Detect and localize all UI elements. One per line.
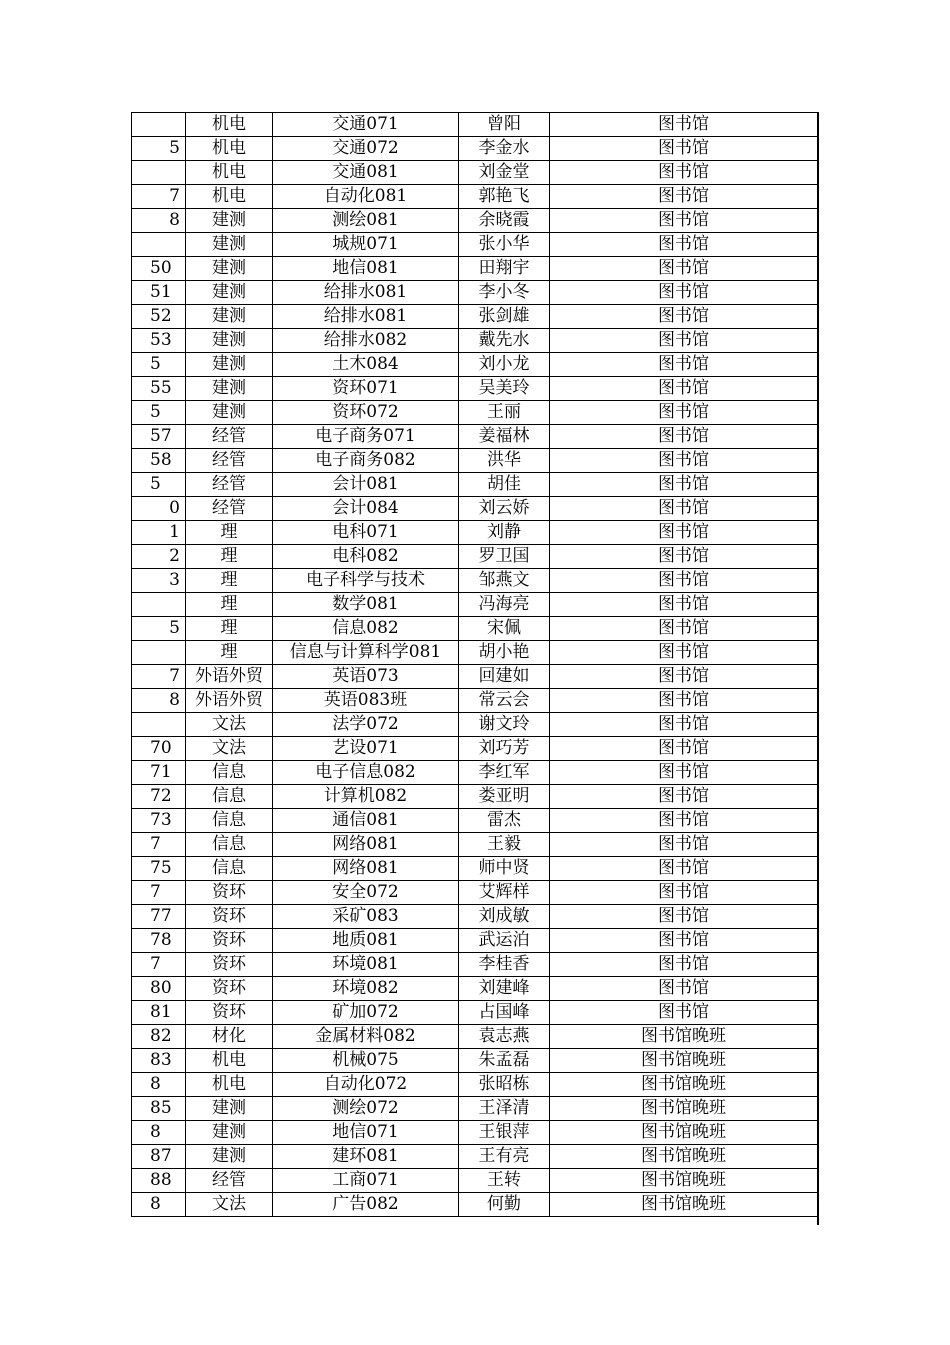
table-row xyxy=(132,1121,818,1145)
class-cell: 广告082 xyxy=(273,1193,459,1217)
department-cell: 建测 xyxy=(186,401,273,425)
student-name-cell: 雷杰 xyxy=(459,809,550,833)
student-name-cell: 朱孟磊 xyxy=(459,1049,550,1073)
class-cell: 网络081 xyxy=(273,857,459,881)
location-cell: 图书馆晚班 xyxy=(550,1145,818,1169)
department-cell: 资环 xyxy=(186,953,273,977)
student-name-cell: 刘静 xyxy=(459,521,550,545)
department-cell: 外语外贸 xyxy=(186,665,273,689)
row-number-cell: 8 xyxy=(132,1121,186,1145)
class-cell: 城规071 xyxy=(273,233,459,257)
student-name-cell: 刘成敏 xyxy=(459,905,550,929)
student-name-cell: 常云会 xyxy=(459,689,550,713)
table-row xyxy=(132,833,818,857)
location-cell: 图书馆晚班 xyxy=(550,1121,818,1145)
location-cell: 图书馆 xyxy=(550,473,818,497)
department-cell: 机电 xyxy=(186,113,273,137)
location-cell: 图书馆 xyxy=(550,641,818,665)
class-cell: 工商071 xyxy=(273,1169,459,1193)
row-number-cell: 80 xyxy=(132,977,186,1001)
row-number-cell: 7 xyxy=(132,665,186,689)
class-cell: 给排水082 xyxy=(273,329,459,353)
class-cell: 电子商务071 xyxy=(273,425,459,449)
location-cell: 图书馆 xyxy=(550,113,818,137)
location-cell: 图书馆 xyxy=(550,593,818,617)
department-cell: 文法 xyxy=(186,1193,273,1217)
class-cell: 土木084 xyxy=(273,353,459,377)
location-cell: 图书馆 xyxy=(550,761,818,785)
student-name-cell: 姜福林 xyxy=(459,425,550,449)
location-cell: 图书馆晚班 xyxy=(550,1073,818,1097)
student-name-cell: 王毅 xyxy=(459,833,550,857)
table-row xyxy=(132,881,818,905)
location-cell: 图书馆 xyxy=(550,545,818,569)
student-name-cell: 谢文玲 xyxy=(459,713,550,737)
class-cell: 安全072 xyxy=(273,881,459,905)
table-row xyxy=(132,281,818,305)
department-cell: 资环 xyxy=(186,977,273,1001)
department-cell: 文法 xyxy=(186,737,273,761)
student-name-cell: 何勤 xyxy=(459,1193,550,1217)
row-number-cell: 0 xyxy=(132,497,186,521)
row-number-cell xyxy=(132,113,186,137)
table-row xyxy=(132,545,818,569)
table-row xyxy=(132,329,818,353)
row-number-cell: 5 xyxy=(132,401,186,425)
row-number-cell xyxy=(132,713,186,737)
row-number-cell: 81 xyxy=(132,1001,186,1025)
department-cell: 文法 xyxy=(186,713,273,737)
row-number-cell xyxy=(132,593,186,617)
location-cell: 图书馆 xyxy=(550,737,818,761)
class-cell: 自动化072 xyxy=(273,1073,459,1097)
student-name-cell: 王有亮 xyxy=(459,1145,550,1169)
department-cell: 外语外贸 xyxy=(186,689,273,713)
department-cell: 信息 xyxy=(186,857,273,881)
row-number-cell: 8 xyxy=(132,209,186,233)
row-number-cell: 77 xyxy=(132,905,186,929)
table-row xyxy=(132,113,818,137)
location-cell: 图书馆 xyxy=(550,569,818,593)
table-row xyxy=(132,1169,818,1193)
location-cell: 图书馆 xyxy=(550,161,818,185)
department-cell: 机电 xyxy=(186,161,273,185)
class-cell: 网络081 xyxy=(273,833,459,857)
student-name-cell: 吴美玲 xyxy=(459,377,550,401)
table-row xyxy=(132,929,818,953)
roster-table xyxy=(131,112,818,1217)
table-row xyxy=(132,785,818,809)
roster-table-body xyxy=(132,113,818,1217)
location-cell: 图书馆晚班 xyxy=(550,1097,818,1121)
class-cell: 矿加072 xyxy=(273,1001,459,1025)
table-row xyxy=(132,1025,818,1049)
table-row xyxy=(132,809,818,833)
location-cell: 图书馆 xyxy=(550,353,818,377)
location-cell: 图书馆晚班 xyxy=(550,1049,818,1073)
class-cell: 电子科学与技术 xyxy=(273,569,459,593)
class-cell: 英语073 xyxy=(273,665,459,689)
student-name-cell: 曾阳 xyxy=(459,113,550,137)
student-name-cell: 袁志燕 xyxy=(459,1025,550,1049)
class-cell: 测绘081 xyxy=(273,209,459,233)
table-row xyxy=(132,713,818,737)
student-name-cell: 占国峰 xyxy=(459,1001,550,1025)
row-number-cell xyxy=(132,161,186,185)
table-row xyxy=(132,233,818,257)
row-number-cell: 7 xyxy=(132,185,186,209)
table-row xyxy=(132,953,818,977)
department-cell: 信息 xyxy=(186,785,273,809)
row-number-cell: 88 xyxy=(132,1169,186,1193)
student-name-cell: 冯海亮 xyxy=(459,593,550,617)
class-cell: 交通081 xyxy=(273,161,459,185)
table-row xyxy=(132,1001,818,1025)
table-row xyxy=(132,305,818,329)
table-row xyxy=(132,665,818,689)
department-cell: 材化 xyxy=(186,1025,273,1049)
department-cell: 经管 xyxy=(186,497,273,521)
row-number-cell: 8 xyxy=(132,1073,186,1097)
row-number-cell: 2 xyxy=(132,545,186,569)
location-cell: 图书馆 xyxy=(550,665,818,689)
student-name-cell: 师中贤 xyxy=(459,857,550,881)
location-cell: 图书馆晚班 xyxy=(550,1025,818,1049)
row-number-cell: 85 xyxy=(132,1097,186,1121)
location-cell: 图书馆 xyxy=(550,809,818,833)
class-cell: 数学081 xyxy=(273,593,459,617)
student-name-cell: 洪华 xyxy=(459,449,550,473)
table-row xyxy=(132,857,818,881)
student-name-cell: 刘巧芳 xyxy=(459,737,550,761)
student-name-cell: 田翔宇 xyxy=(459,257,550,281)
row-number-cell: 5 xyxy=(132,353,186,377)
student-name-cell: 刘云娇 xyxy=(459,497,550,521)
location-cell: 图书馆 xyxy=(550,953,818,977)
student-name-cell: 张剑雄 xyxy=(459,305,550,329)
row-number-cell: 52 xyxy=(132,305,186,329)
department-cell: 资环 xyxy=(186,881,273,905)
class-cell: 采矿083 xyxy=(273,905,459,929)
table-row xyxy=(132,137,818,161)
table-row xyxy=(132,473,818,497)
department-cell: 信息 xyxy=(186,809,273,833)
department-cell: 资环 xyxy=(186,929,273,953)
student-name-cell: 李桂香 xyxy=(459,953,550,977)
location-cell: 图书馆 xyxy=(550,857,818,881)
table-row xyxy=(132,1097,818,1121)
class-cell: 金属材料082 xyxy=(273,1025,459,1049)
class-cell: 电科071 xyxy=(273,521,459,545)
row-number-cell: 71 xyxy=(132,761,186,785)
class-cell: 地质081 xyxy=(273,929,459,953)
class-cell: 艺设071 xyxy=(273,737,459,761)
student-name-cell: 李金水 xyxy=(459,137,550,161)
student-name-cell: 李小冬 xyxy=(459,281,550,305)
location-cell: 图书馆 xyxy=(550,209,818,233)
table-row xyxy=(132,425,818,449)
location-cell: 图书馆 xyxy=(550,689,818,713)
table-row xyxy=(132,977,818,1001)
department-cell: 信息 xyxy=(186,833,273,857)
location-cell: 图书馆 xyxy=(550,833,818,857)
table-row xyxy=(132,1073,818,1097)
table-row xyxy=(132,1049,818,1073)
roster-table-wrapper xyxy=(131,112,818,1217)
department-cell: 建测 xyxy=(186,1121,273,1145)
student-name-cell: 戴先水 xyxy=(459,329,550,353)
class-cell: 电科082 xyxy=(273,545,459,569)
student-name-cell: 张昭栋 xyxy=(459,1073,550,1097)
location-cell: 图书馆 xyxy=(550,377,818,401)
student-name-cell: 罗卫国 xyxy=(459,545,550,569)
table-row xyxy=(132,449,818,473)
table-row xyxy=(132,185,818,209)
row-number-cell: 51 xyxy=(132,281,186,305)
row-number-cell: 50 xyxy=(132,257,186,281)
row-number-cell: 7 xyxy=(132,881,186,905)
table-row xyxy=(132,905,818,929)
table-row xyxy=(132,1145,818,1169)
row-number-cell xyxy=(132,233,186,257)
class-cell: 法学072 xyxy=(273,713,459,737)
class-cell: 英语083班 xyxy=(273,689,459,713)
table-row xyxy=(132,689,818,713)
department-cell: 信息 xyxy=(186,761,273,785)
location-cell: 图书馆 xyxy=(550,905,818,929)
location-cell: 图书馆 xyxy=(550,137,818,161)
department-cell: 建测 xyxy=(186,1145,273,1169)
department-cell: 建测 xyxy=(186,233,273,257)
student-name-cell: 王银萍 xyxy=(459,1121,550,1145)
student-name-cell: 刘建峰 xyxy=(459,977,550,1001)
department-cell: 理 xyxy=(186,545,273,569)
class-cell: 机械075 xyxy=(273,1049,459,1073)
row-number-cell: 78 xyxy=(132,929,186,953)
class-cell: 会计081 xyxy=(273,473,459,497)
student-name-cell: 宋佩 xyxy=(459,617,550,641)
location-cell: 图书馆 xyxy=(550,449,818,473)
row-number-cell: 5 xyxy=(132,137,186,161)
table-row xyxy=(132,161,818,185)
table-row xyxy=(132,593,818,617)
department-cell: 资环 xyxy=(186,1001,273,1025)
class-cell: 给排水081 xyxy=(273,281,459,305)
location-cell: 图书馆晚班 xyxy=(550,1169,818,1193)
row-number-cell: 8 xyxy=(132,689,186,713)
department-cell: 机电 xyxy=(186,1049,273,1073)
table-row xyxy=(132,401,818,425)
location-cell: 图书馆 xyxy=(550,785,818,809)
row-number-cell: 87 xyxy=(132,1145,186,1169)
department-cell: 经管 xyxy=(186,425,273,449)
class-cell: 资环071 xyxy=(273,377,459,401)
student-name-cell: 艾辉样 xyxy=(459,881,550,905)
student-name-cell: 刘小龙 xyxy=(459,353,550,377)
department-cell: 经管 xyxy=(186,473,273,497)
student-name-cell: 王丽 xyxy=(459,401,550,425)
department-cell: 理 xyxy=(186,569,273,593)
row-number-cell: 75 xyxy=(132,857,186,881)
department-cell: 建测 xyxy=(186,1097,273,1121)
class-cell: 交通072 xyxy=(273,137,459,161)
location-cell: 图书馆 xyxy=(550,617,818,641)
class-cell: 会计084 xyxy=(273,497,459,521)
student-name-cell: 邹燕文 xyxy=(459,569,550,593)
table-row xyxy=(132,521,818,545)
department-cell: 建测 xyxy=(186,257,273,281)
location-cell: 图书馆 xyxy=(550,329,818,353)
table-row xyxy=(132,641,818,665)
class-cell: 给排水081 xyxy=(273,305,459,329)
class-cell: 信息与计算科学081 xyxy=(273,641,459,665)
department-cell: 机电 xyxy=(186,1073,273,1097)
department-cell: 理 xyxy=(186,641,273,665)
student-name-cell: 王转 xyxy=(459,1169,550,1193)
class-cell: 建环081 xyxy=(273,1145,459,1169)
location-cell: 图书馆 xyxy=(550,185,818,209)
department-cell: 建测 xyxy=(186,353,273,377)
student-name-cell: 郭艳飞 xyxy=(459,185,550,209)
location-cell: 图书馆 xyxy=(550,929,818,953)
class-cell: 测绘072 xyxy=(273,1097,459,1121)
class-cell: 自动化081 xyxy=(273,185,459,209)
table-row xyxy=(132,497,818,521)
row-number-cell: 83 xyxy=(132,1049,186,1073)
student-name-cell: 娄亚明 xyxy=(459,785,550,809)
student-name-cell: 胡小艳 xyxy=(459,641,550,665)
department-cell: 资环 xyxy=(186,905,273,929)
table-row xyxy=(132,257,818,281)
location-cell: 图书馆 xyxy=(550,881,818,905)
location-cell: 图书馆 xyxy=(550,257,818,281)
class-cell: 地信071 xyxy=(273,1121,459,1145)
row-number-cell: 8 xyxy=(132,1193,186,1217)
row-number-cell: 53 xyxy=(132,329,186,353)
department-cell: 建测 xyxy=(186,329,273,353)
class-cell: 计算机082 xyxy=(273,785,459,809)
department-cell: 建测 xyxy=(186,281,273,305)
table-right-border xyxy=(817,112,819,1225)
table-row xyxy=(132,377,818,401)
row-number-cell: 70 xyxy=(132,737,186,761)
student-name-cell: 刘金堂 xyxy=(459,161,550,185)
location-cell: 图书馆 xyxy=(550,305,818,329)
class-cell: 资环072 xyxy=(273,401,459,425)
table-row xyxy=(132,761,818,785)
department-cell: 机电 xyxy=(186,185,273,209)
table-row xyxy=(132,737,818,761)
location-cell: 图书馆 xyxy=(550,713,818,737)
department-cell: 建测 xyxy=(186,377,273,401)
location-cell: 图书馆 xyxy=(550,521,818,545)
student-name-cell: 余晓霞 xyxy=(459,209,550,233)
student-name-cell: 李红军 xyxy=(459,761,550,785)
department-cell: 理 xyxy=(186,593,273,617)
student-name-cell: 张小华 xyxy=(459,233,550,257)
row-number-cell: 5 xyxy=(132,617,186,641)
table-row xyxy=(132,569,818,593)
department-cell: 建测 xyxy=(186,209,273,233)
department-cell: 理 xyxy=(186,521,273,545)
department-cell: 建测 xyxy=(186,305,273,329)
location-cell: 图书馆 xyxy=(550,1001,818,1025)
row-number-cell: 7 xyxy=(132,953,186,977)
table-row xyxy=(132,617,818,641)
row-number-cell: 57 xyxy=(132,425,186,449)
location-cell: 图书馆 xyxy=(550,233,818,257)
class-cell: 通信081 xyxy=(273,809,459,833)
location-cell: 图书馆 xyxy=(550,977,818,1001)
location-cell: 图书馆 xyxy=(550,401,818,425)
class-cell: 信息082 xyxy=(273,617,459,641)
class-cell: 交通071 xyxy=(273,113,459,137)
row-number-cell: 82 xyxy=(132,1025,186,1049)
department-cell: 经管 xyxy=(186,449,273,473)
row-number-cell: 5 xyxy=(132,473,186,497)
table-row xyxy=(132,1193,818,1217)
location-cell: 图书馆 xyxy=(550,281,818,305)
table-row xyxy=(132,353,818,377)
row-number-cell: 72 xyxy=(132,785,186,809)
row-number-cell: 7 xyxy=(132,833,186,857)
class-cell: 环境082 xyxy=(273,977,459,1001)
row-number-cell: 58 xyxy=(132,449,186,473)
class-cell: 电子商务082 xyxy=(273,449,459,473)
class-cell: 环境081 xyxy=(273,953,459,977)
class-cell: 电子信息082 xyxy=(273,761,459,785)
department-cell: 理 xyxy=(186,617,273,641)
row-number-cell: 55 xyxy=(132,377,186,401)
student-name-cell: 王泽清 xyxy=(459,1097,550,1121)
location-cell: 图书馆 xyxy=(550,497,818,521)
department-cell: 经管 xyxy=(186,1169,273,1193)
student-name-cell: 胡佳 xyxy=(459,473,550,497)
row-number-cell: 73 xyxy=(132,809,186,833)
student-name-cell: 武运泊 xyxy=(459,929,550,953)
table-row xyxy=(132,209,818,233)
row-number-cell: 3 xyxy=(132,569,186,593)
location-cell: 图书馆晚班 xyxy=(550,1193,818,1217)
student-name-cell: 回建如 xyxy=(459,665,550,689)
row-number-cell xyxy=(132,641,186,665)
row-number-cell: 1 xyxy=(132,521,186,545)
department-cell: 机电 xyxy=(186,137,273,161)
location-cell: 图书馆 xyxy=(550,425,818,449)
class-cell: 地信081 xyxy=(273,257,459,281)
